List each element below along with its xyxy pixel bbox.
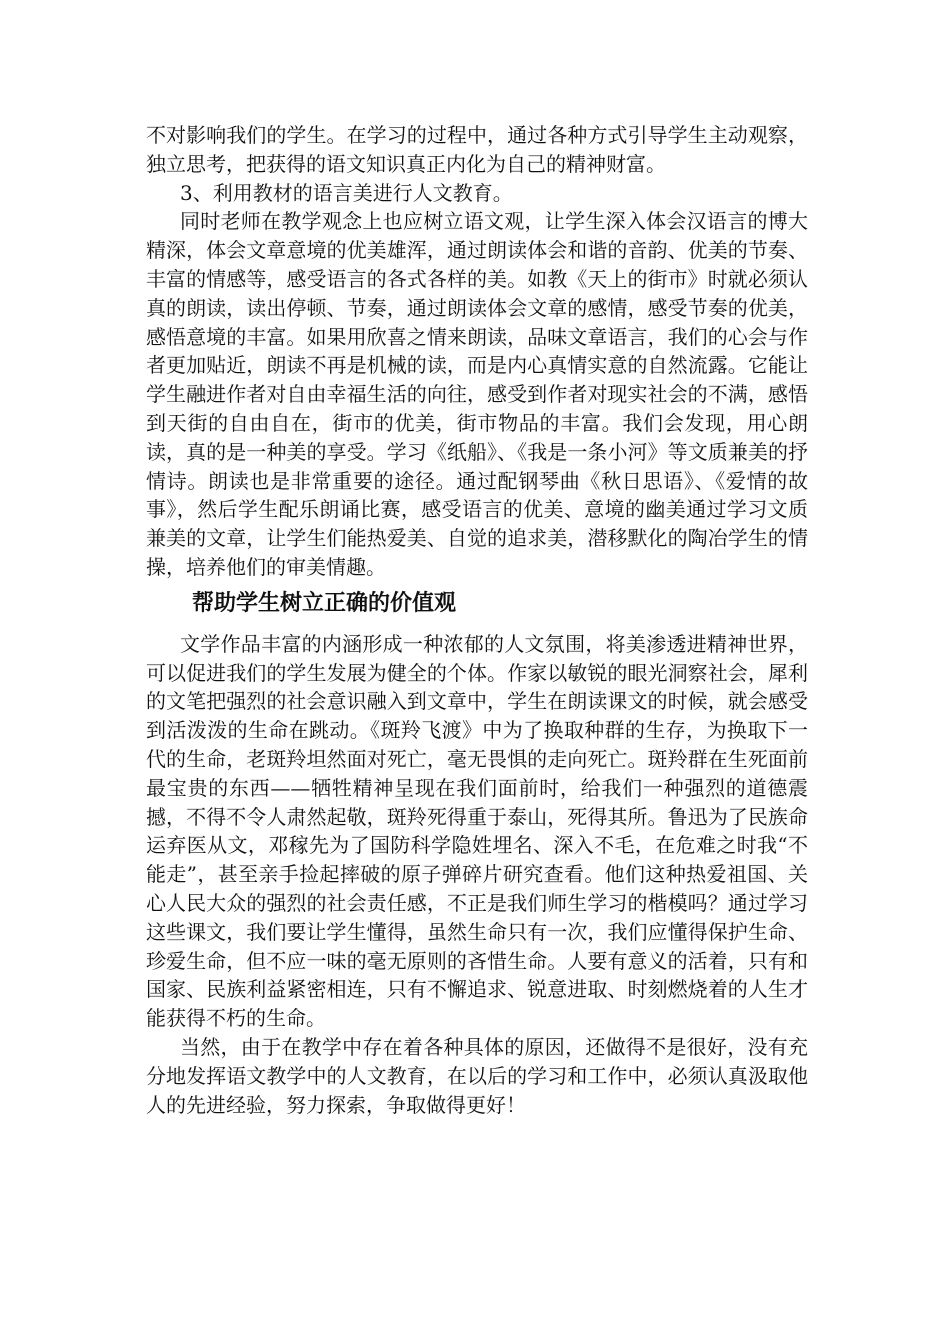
paragraph-language-beauty: 同时老师在教学观念上也应树立语文观，让学生深入体会汉语言的博大精深，体会文章意境的优美雄浑，通过朗读体会和谐的音韵、优美的节奏、丰富的情感等，感受语言的各式各样的美。如教《天上的街市》时就必须认真的朗读，读出停顿、节奏，通过朗读体会文章的感情，感受节奏的优美，感悟意境的丰富。如果用欣喜之情来朗读，品味文章语言，我们的心会与作者更加贴近，朗读不再是机械的读，而是内心真情实意的自然流露。它能让学生融进作者对自由幸福生活的向往，感受到作者对现实社会的不满，感悟到天街的自由自在，街市的优美，街市物品的丰富。我们会发现，用心朗读，真的是一种美的享受。学习《纸船》、《我是一条小河》等文质兼美的抒情诗。朗读也是非常重要的途径。通过配钢琴曲《秋日思语》、《爱情的故事》，然后学生配乐朗诵比赛，感受语言的优美、意境的幽美通过学习文质兼美的文章，让学生们能热爱美、自觉的追求美，潜移默化的陶冶学生的情操，培养他们的审美情趣。 xyxy=(146,209,808,579)
paragraph-values: 文学作品丰富的内涵形成一种浓郁的人文氛围，将美渗透进精神世界，可以促进我们的学生发展为健全的个体。作家以敏锐的眼光洞察社会，犀利的文笔把强烈的社会意识融入到文章中，学生在朗读课文的时候，就会感受到活泼泼的生命在跳动。《斑羚飞渡》中为了换取种群的生存，为换取下一代的生命，老斑羚坦然面对死亡，毫无畏惧的走向死亡。斑羚群在生死面前最宝贵的东西——牺牲精神呈现在我们面前时，给我们一种强烈的道德震撼，不得不令人肃然起敬，斑羚死得重于泰山，死得其所。鲁迅为了民族命运弃医从文，邓稼先为了国防科学隐姓埋名、深入不毛，在危难之时我“不能走”，甚至亲手捡起摔破的原子弹碎片研究查看。他们这种热爱祖国、关心人民大众的强烈的社会责任感，不正是我们师生学习的楷模吗？通过学习这些课文，我们要让学生懂得，虽然生命只有一次，我们应懂得保护生命、珍爱生命，但不应一味的毫无原则的吝惜生命。人要有意义的活着，只有和国家、民族利益紧密相连，只有不懈追求、锐意进取、时刻燃烧着的人生才能获得不朽的生命。 xyxy=(146,631,808,1031)
section-item-heading: 3、利用教材的语言美进行人文教育。 xyxy=(180,180,513,205)
section-heading: 帮助学生树立正确的价值观 xyxy=(192,590,457,616)
document-body xyxy=(146,121,808,1119)
paragraph-continuation: 不对影响我们的学生。在学习的过程中，通过各种方式引导学生主动观察，独立思考，把获得的语文知识真正内化为自己的精神财富。 xyxy=(146,123,808,176)
paragraph-conclusion: 当然，由于在教学中存在着各种具体的原因，还做得不是很好，没有充分地发挥语文教学中的人文教育，在以后的学习和工作中，必须认真汲取他人的先进经验，努力探索，争取做得更好！ xyxy=(146,1034,808,1117)
